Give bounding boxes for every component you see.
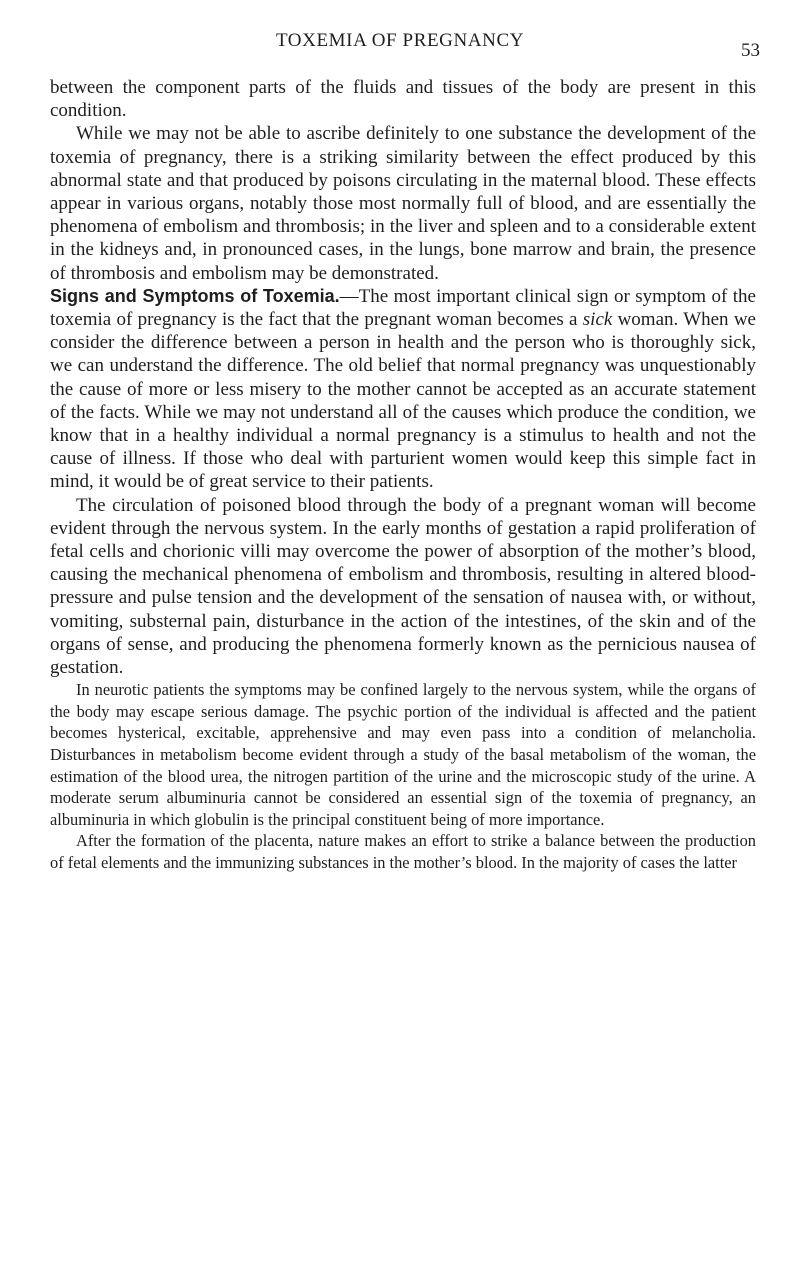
paragraph-similarity: While we may not be able to ascribe definitely to one substance the development of the toxemia of pregnancy, there is a striking similarity between the effect produced by this abnormal state and that produced by poisons circulating in the maternal blood. These effects appear in various organs, notably those most normally full of blood, and are essentially the phenomena of embolism and thrombosis; in the liver and spleen and to a considerable extent in the kidneys and, in pronounced cases, in the lungs, bone marrow and brain, the presence of thrombosis and embolism may be demonstrated. — [50, 123, 756, 284]
paragraph-continuation: between the component parts of the fluids and tissues of the body are present in this condition. — [50, 77, 756, 122]
paragraph-text: woman. When we consider the difference between a person in health and the person who is thoroughly sick, we can understand the difference. The old belief that normal pregnancy was unquestionably the cause of more or less misery to the mother cannot be accepted as an accurate statement of the facts. While we may not understand all of the causes which produce the condition, we know that in a healthy individual a normal pregnancy is a stimulus to health and not the cause of illness. If those who deal with parturient women would keep this simple fact in mind, it would be of great service to their patients. — [50, 309, 756, 493]
paragraph-signs-and-symptoms — [50, 285, 756, 494]
section-heading: Signs and Symptoms of Toxemia. — [50, 285, 340, 306]
paragraph-placenta: After the formation of the placenta, nature makes an effort to strike a balance between the production of fetal elements and the immunizing substances in the mother’s blood. In the majority of cases the latter — [50, 831, 756, 873]
running-title: TOXEMIA OF PREGNANCY — [275, 30, 525, 51]
paragraph-circulation: The circulation of poisoned blood through the body of a pregnant woman will become evident through the nervous system. In the early months of gestation a rapid proliferation of fetal cells and chorionic villi may overcome the power of absorption of the mother’s blood, causing the mechanical phenomena of embolism and thrombosis, resulting in altered blood-pressure and pulse tension and the development of the sensation of nausea with, or without, vomiting, substernal pain, disturbance in the action of the intestines, of the skin and of the organs of sense, and producing the phenomena formerly known as the pernicious nausea of gestation. — [50, 494, 756, 679]
body-text — [50, 76, 756, 874]
page-number: 53 — [741, 40, 760, 61]
paragraph-text: —The most important clinical sign or symptom of the toxemia of pregnancy is the fact that the pregnant woman becomes a — [50, 285, 756, 331]
paragraph-neurotic-patients: In neurotic patients the symptoms may be confined largely to the nervous system, while the organs of the body may escape serious damage. The psychic portion of the individual is affected and the patient becomes hysterical, excitable, apprehensive and may even pass into a condition of melancholia. Disturbances in metabolism become evident through a study of the basal metabolism of the woman, the estimation of the blood urea, the nitrogen partition of the urine and the microscopic study of the urine. A moderate serum albuminuria cannot be considered an essential sign of the toxemia of pregnancy, an albuminuria in which globulin is the principal constituent being of more importance. — [50, 680, 756, 829]
emphasis-text: sick — [582, 309, 613, 331]
